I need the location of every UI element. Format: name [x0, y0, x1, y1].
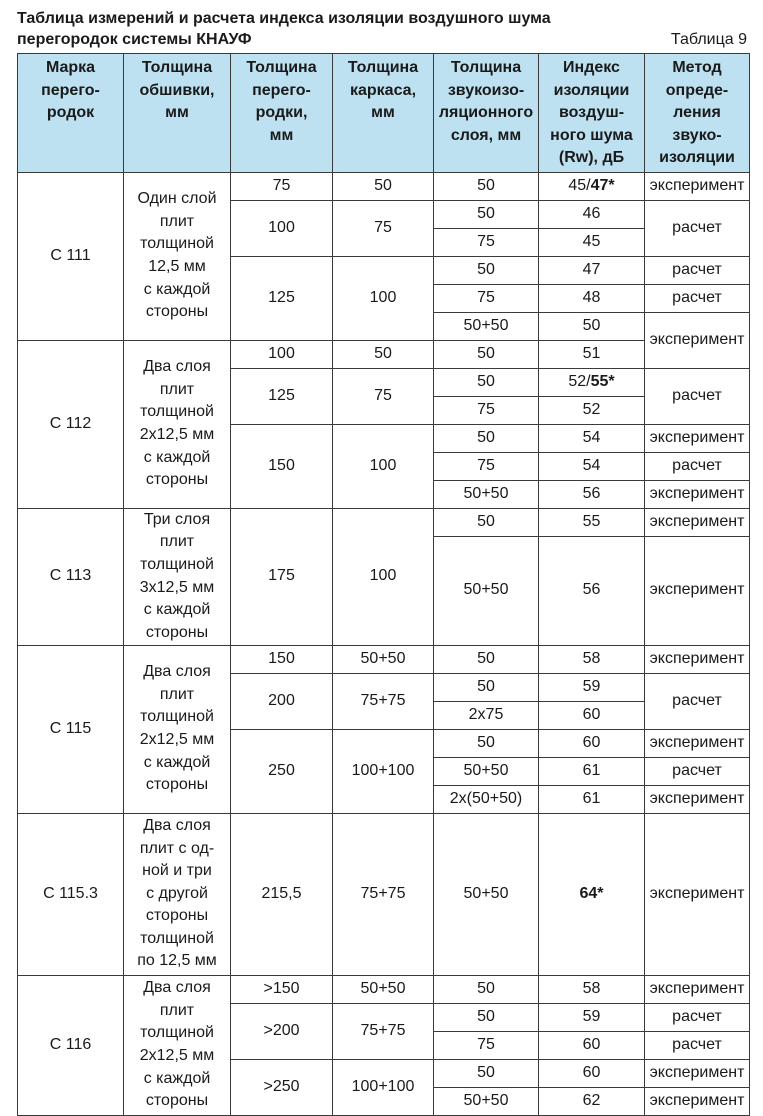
partition-thickness-cell: 175 [231, 508, 333, 645]
method-cell: расчет [645, 284, 750, 312]
frame-thickness-cell: 100+100 [333, 1059, 434, 1115]
text-line: 2х12,5 мм [139, 426, 215, 443]
partition-thickness-cell: 150 [231, 424, 333, 508]
text-line: плит с од- [139, 839, 215, 857]
frame-thickness-cell: 50 [333, 340, 434, 368]
text-line: Два слоя [143, 816, 211, 834]
header-mark [18, 54, 124, 173]
text-line: Два слоя [143, 979, 211, 997]
method-cell: эксперимент [645, 480, 750, 508]
mark-cell: С 112 [18, 340, 124, 508]
text-line: плит [159, 533, 195, 551]
method-cell: эксперимент [645, 1059, 750, 1087]
mark-cell: С 113 [18, 508, 124, 645]
method-cell: эксперимент [645, 536, 750, 645]
text-line: перего- [41, 81, 100, 99]
text-line: толщиной [140, 403, 214, 421]
text-line: каркаса, [349, 81, 417, 99]
index-cell: 51 [539, 340, 645, 368]
method-cell: эксперимент [645, 424, 750, 452]
method-cell: эксперимент [645, 508, 750, 536]
text-line: Два слоя [143, 663, 211, 681]
method-cell: расчет [645, 200, 750, 256]
index-cell: 47 [539, 256, 645, 284]
index-cell: 55 [539, 508, 645, 536]
text-line: (Rw), дБ [558, 149, 625, 166]
frame-thickness-cell: 75+75 [333, 813, 434, 975]
method-cell: эксперимент [645, 813, 750, 975]
text-line: изоляции [553, 81, 630, 99]
text-line: с каждой [143, 1069, 211, 1087]
sheathing-cell [124, 645, 231, 813]
text-line: Толщина [246, 59, 317, 76]
header-method [645, 54, 750, 173]
frame-thickness-cell: 75 [333, 200, 434, 256]
index-cell: 45 [539, 228, 645, 256]
frame-thickness-cell: 75+75 [333, 673, 434, 729]
sheathing-cell [124, 813, 231, 975]
layer-cell: 75 [434, 396, 539, 424]
text-line: стороны [145, 1092, 209, 1110]
layer-cell: 50+50 [434, 1087, 539, 1115]
text-line: слоя, мм [450, 126, 522, 144]
table-title [17, 8, 752, 50]
index-cell: 60 [539, 701, 645, 729]
index-cell: 60 [539, 729, 645, 757]
text-line: Толщина [141, 59, 213, 76]
text-line: Толщина [347, 59, 419, 76]
sheathing-cell [124, 172, 231, 340]
method-cell: эксперимент [645, 729, 750, 757]
sound-insulation-table [17, 53, 750, 1116]
text-line: толщиной [140, 1024, 214, 1042]
layer-cell: 50+50 [434, 536, 539, 645]
frame-thickness-cell: 100 [333, 508, 434, 645]
partition-thickness-cell: >200 [231, 1003, 333, 1059]
layer-cell: 50 [434, 200, 539, 228]
table-row [18, 645, 750, 673]
method-cell: расчет [645, 368, 750, 424]
header-frame-thickness [333, 54, 434, 173]
text-line: Метод [672, 59, 722, 76]
method-cell: расчет [645, 1003, 750, 1031]
frame-thickness-cell: 50+50 [333, 645, 434, 673]
method-cell: эксперимент [645, 1087, 750, 1115]
layer-cell: 75 [434, 452, 539, 480]
mark-cell: С 111 [18, 172, 124, 340]
partition-thickness-cell: 250 [231, 729, 333, 813]
text-line: с каждой [143, 448, 211, 466]
text-line: 3х12,5 мм [139, 578, 215, 596]
table-number-label: Таблица 9 [670, 31, 747, 48]
partition-thickness-cell: 125 [231, 256, 333, 340]
index-cell: 58 [539, 975, 645, 1003]
text-line: перего- [252, 81, 311, 99]
method-cell: расчет [645, 256, 750, 284]
method-cell: эксперимент [645, 785, 750, 813]
layer-cell: 50 [434, 424, 539, 452]
method-cell: расчет [645, 673, 750, 729]
partition-thickness-cell: >250 [231, 1059, 333, 1115]
header-row [18, 54, 750, 173]
index-cell: 59 [539, 673, 645, 701]
text-line: с другой [146, 884, 208, 902]
text-line: с каждой [143, 753, 211, 771]
partition-thickness-cell: 150 [231, 645, 333, 673]
text-line: Марка [45, 59, 96, 76]
header-noise-index [539, 54, 645, 173]
method-cell: эксперимент [645, 975, 750, 1003]
index-cell: 46 [539, 200, 645, 228]
sheathing-cell [124, 975, 231, 1115]
layer-cell: 50+50 [434, 757, 539, 785]
layer-cell: 50 [434, 1003, 539, 1031]
table-row [18, 508, 750, 536]
text-line: Индекс [563, 59, 620, 76]
frame-thickness-cell: 50 [333, 172, 434, 200]
method-cell: расчет [645, 452, 750, 480]
index-cell: 45/47* [539, 172, 645, 200]
text-line: стороны [145, 907, 209, 925]
index-cell: 54 [539, 424, 645, 452]
table-row [18, 340, 750, 368]
text-line: изоляции [659, 149, 735, 166]
text-line: 12,5 мм [148, 258, 206, 275]
index-cell: 60 [539, 1031, 645, 1059]
index-cell: 62 [539, 1087, 645, 1115]
layer-cell: 50+50 [434, 813, 539, 975]
index-cell: 61 [539, 757, 645, 785]
index-cell: 54 [539, 452, 645, 480]
layer-cell: 50 [434, 172, 539, 200]
mark-cell: С 115 [18, 645, 124, 813]
layer-cell: 50 [434, 975, 539, 1003]
header-partition-thickness [231, 54, 333, 173]
index-cell: 59 [539, 1003, 645, 1031]
text-line: ляционного [438, 104, 534, 121]
text-line: с каждой [143, 280, 211, 298]
text-line: плит [159, 380, 195, 398]
text-line: воздуш- [558, 104, 625, 121]
partition-thickness-cell: 200 [231, 673, 333, 729]
text-line: звуко- [672, 126, 722, 144]
header-insulation-layer [434, 54, 539, 173]
index-cell: 64* [539, 813, 645, 975]
layer-cell: 50 [434, 256, 539, 284]
text-line: 2х12,5 мм [139, 731, 215, 748]
frame-thickness-cell: 75+75 [333, 1003, 434, 1059]
text-line: стороны [145, 303, 209, 321]
text-line: родки, [255, 104, 308, 121]
layer-cell: 50 [434, 368, 539, 396]
mark-cell: С 116 [18, 975, 124, 1115]
layer-cell: 50 [434, 673, 539, 701]
method-cell: расчет [645, 757, 750, 785]
text-line: толщиной [140, 555, 214, 573]
index-cell: 50 [539, 312, 645, 340]
text-line: плит [159, 1001, 195, 1019]
text-line: Два слоя [143, 358, 211, 376]
layer-cell: 50 [434, 340, 539, 368]
text-line: ного шума [550, 126, 633, 144]
index-cell: 60 [539, 1059, 645, 1087]
frame-thickness-cell: 100+100 [333, 729, 434, 813]
text-line: стороны [145, 471, 209, 489]
index-cell: 58 [539, 645, 645, 673]
text-line: по 12,5 мм [137, 952, 217, 970]
method-cell: эксперимент [645, 312, 750, 368]
layer-cell: 75 [434, 1031, 539, 1059]
text-line: толщиной [140, 929, 214, 947]
mark-cell: С 115.3 [18, 813, 124, 975]
text-line: Три слоя [143, 510, 211, 528]
index-cell: 56 [539, 536, 645, 645]
frame-thickness-cell: 100 [333, 256, 434, 340]
text-line: ной и три [142, 862, 212, 880]
layer-cell: 75 [434, 284, 539, 312]
partition-thickness-cell: 215,5 [231, 813, 333, 975]
table-row [18, 813, 750, 975]
text-line: Толщина [450, 59, 522, 76]
method-cell: эксперимент [645, 645, 750, 673]
table-row [18, 172, 750, 200]
text-line: обшивки, [139, 81, 215, 99]
partition-thickness-cell: 100 [231, 340, 333, 368]
text-line: толщиной [140, 235, 214, 253]
partition-thickness-cell: 100 [231, 200, 333, 256]
partition-thickness-cell: >150 [231, 975, 333, 1003]
index-cell: 61 [539, 785, 645, 813]
header-sheathing [124, 54, 231, 173]
title-line-2: перегородок системы КНАУФ [17, 31, 252, 48]
table-row [18, 975, 750, 1003]
method-cell: расчет [645, 1031, 750, 1059]
text-line: с каждой [143, 601, 211, 619]
text-line: мм [371, 104, 395, 121]
text-line: Один слой [137, 190, 217, 208]
text-line: плит [159, 685, 195, 703]
text-line: мм [269, 126, 294, 144]
text-line: опреде- [665, 81, 729, 99]
index-cell: 48 [539, 284, 645, 312]
text-line: стороны [145, 776, 209, 794]
layer-cell: 50 [434, 1059, 539, 1087]
index-cell: 56 [539, 480, 645, 508]
layer-cell: 75 [434, 228, 539, 256]
text-line: звукоизо- [447, 81, 525, 99]
text-line: 2х12,5 мм [139, 1047, 215, 1064]
layer-cell: 2х(50+50) [434, 785, 539, 813]
frame-thickness-cell: 100 [333, 424, 434, 508]
sheathing-cell [124, 340, 231, 508]
frame-thickness-cell: 75 [333, 368, 434, 424]
index-cell: 52 [539, 396, 645, 424]
index-cell: 52/55* [539, 368, 645, 396]
layer-cell: 2х75 [434, 701, 539, 729]
text-line: мм [165, 104, 189, 121]
frame-thickness-cell: 50+50 [333, 975, 434, 1003]
layer-cell: 50 [434, 645, 539, 673]
text-line: стороны [145, 623, 209, 641]
text-line: толщиной [140, 708, 214, 726]
layer-cell: 50 [434, 729, 539, 757]
layer-cell: 50 [434, 508, 539, 536]
text-line: родок [46, 104, 95, 121]
title-line-1: Таблица измерений и расчета индекса изоляции воздушного шума [17, 10, 551, 27]
method-cell: эксперимент [645, 172, 750, 200]
text-line: ления [673, 104, 721, 121]
sheathing-cell [124, 508, 231, 645]
partition-thickness-cell: 125 [231, 368, 333, 424]
text-line: плит [159, 212, 195, 230]
layer-cell: 50+50 [434, 480, 539, 508]
partition-thickness-cell: 75 [231, 172, 333, 200]
layer-cell: 50+50 [434, 312, 539, 340]
